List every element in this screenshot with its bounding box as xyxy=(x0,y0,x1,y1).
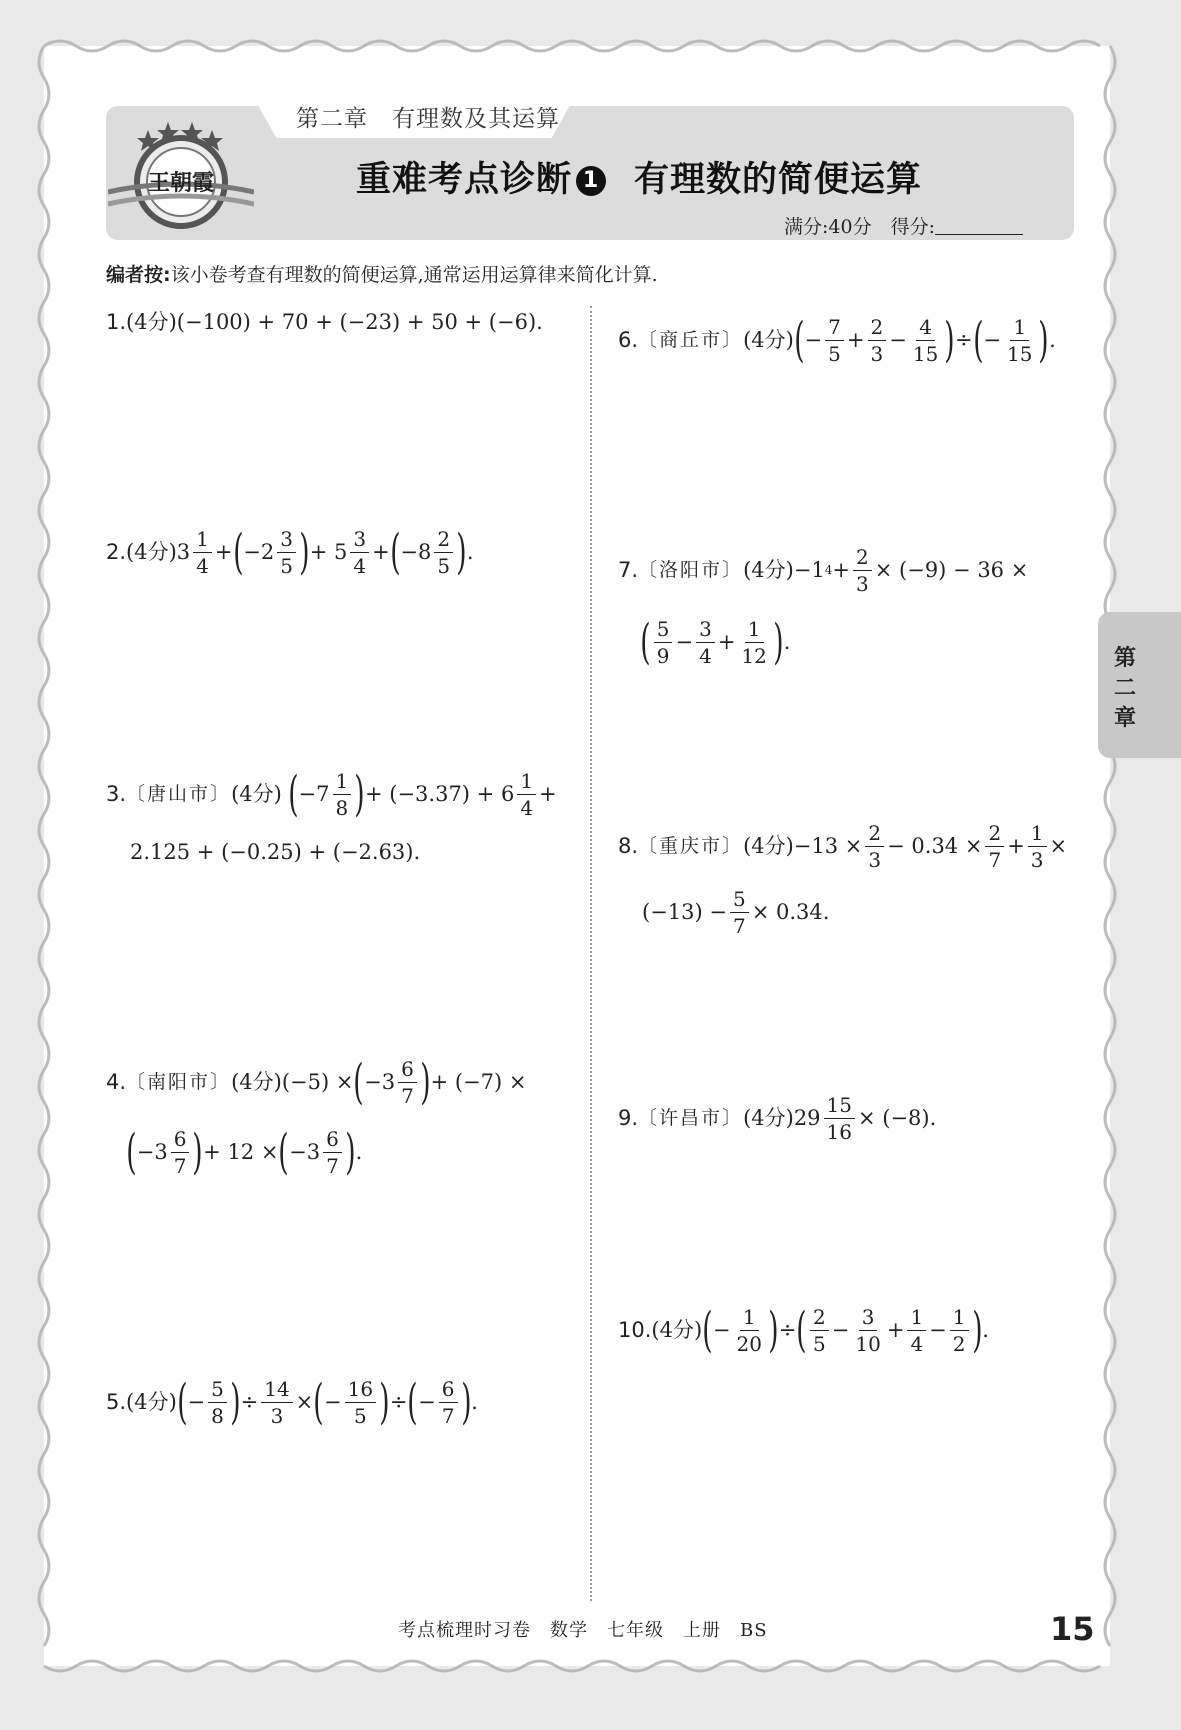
problem-10: 10. (4分) ( − $\frac{1}{20}$ ) ÷ ( $\frac{2}{5}$ − $\frac{3}{10}$ + $\frac{1}{4}$ − $\frac{1}{2}$ ) . xyxy=(618,1302,989,1358)
problem-5: 5. (4分) ( − $\frac{5}{8}$ ) ÷ $\frac{14}{3}$ × ( − $\frac{16}{5}$ ) ÷ ( − $\frac{6}{7}$ ) . xyxy=(106,1374,478,1430)
problem-2: 2. (4分) 3 $\frac{1}{4}$ + ( −2 $\frac{3}{5}$ ) + 5 $\frac{3}{4}$ + ( −8 $\frac{2}{5}$ ) . xyxy=(106,524,474,580)
problem-3: 3. 〔唐山市〕 (4分) ( −7 $\frac{1}{8}$ ) + (−3.37) + 6 $\frac{1}{4}$ + 2.125 + (−0.25) + (−2.63). xyxy=(106,766,557,864)
footer-text: 考点梳理时习卷 数学 七年级 上册 BS xyxy=(398,1620,768,1641)
publisher-logo xyxy=(108,112,254,234)
editor-note: 编者按:该小卷考查有理数的简便运算,通常运用运算律来简化计算. xyxy=(106,264,658,286)
page-title: 重难考点诊断 1 有理数的简便运算 xyxy=(356,160,923,200)
problem-4: 4. 〔南阳市〕 (4分) (−5) × ( −3 $\frac{6}{7}$ ) + (−7) × ( −3 $\frac{6}{7}$ ) + 12 × ( −3 $\frac{6}{7}$ ) . xyxy=(106,1054,527,1180)
problem-9: 9. 〔许昌市〕 (4分) 29 $\frac{15}{16}$ × (−8). xyxy=(618,1092,937,1144)
problem-8: 8. 〔重庆市〕 (4分) −13 × $\frac{2}{3}$ − 0.34 × $\frac{2}{7}$ + $\frac{1}{3}$ × (−13) − $\frac{5}{7}$ × 0.34. xyxy=(618,820,1068,938)
score-blank[interactable] xyxy=(935,216,1023,235)
page-number: 15 xyxy=(1050,1610,1095,1648)
problem-6: 6. 〔商丘市〕 (4分) ( − $\frac{7}{5}$ + $\frac{2}{3}$ − $\frac{4}{15}$ ) ÷ ( − $\frac{1}{15}$ ) . xyxy=(618,312,1056,368)
side-tab-label: 第二章 xyxy=(1113,646,1136,731)
column-divider xyxy=(590,306,592,1601)
title-number-badge: 1 xyxy=(576,166,606,196)
problem-1: 1.(4分)(−100) + 70 + (−23) + 50 + (−6). xyxy=(106,310,543,334)
logo-text: 王朝霞 xyxy=(147,170,215,196)
problem-7: 7. 〔洛阳市〕 (4分) −1 4 + $\frac{2}{3}$ × (−9) − 36 × ( $\frac{5}{9}$ − $\frac{3}{4}$ + $\frac{1}{12}$ ) . xyxy=(618,544,1029,670)
score-line: 满分:40分 得分: xyxy=(784,212,1023,239)
chapter-label: 第二章 有理数及其运算 xyxy=(296,106,560,132)
